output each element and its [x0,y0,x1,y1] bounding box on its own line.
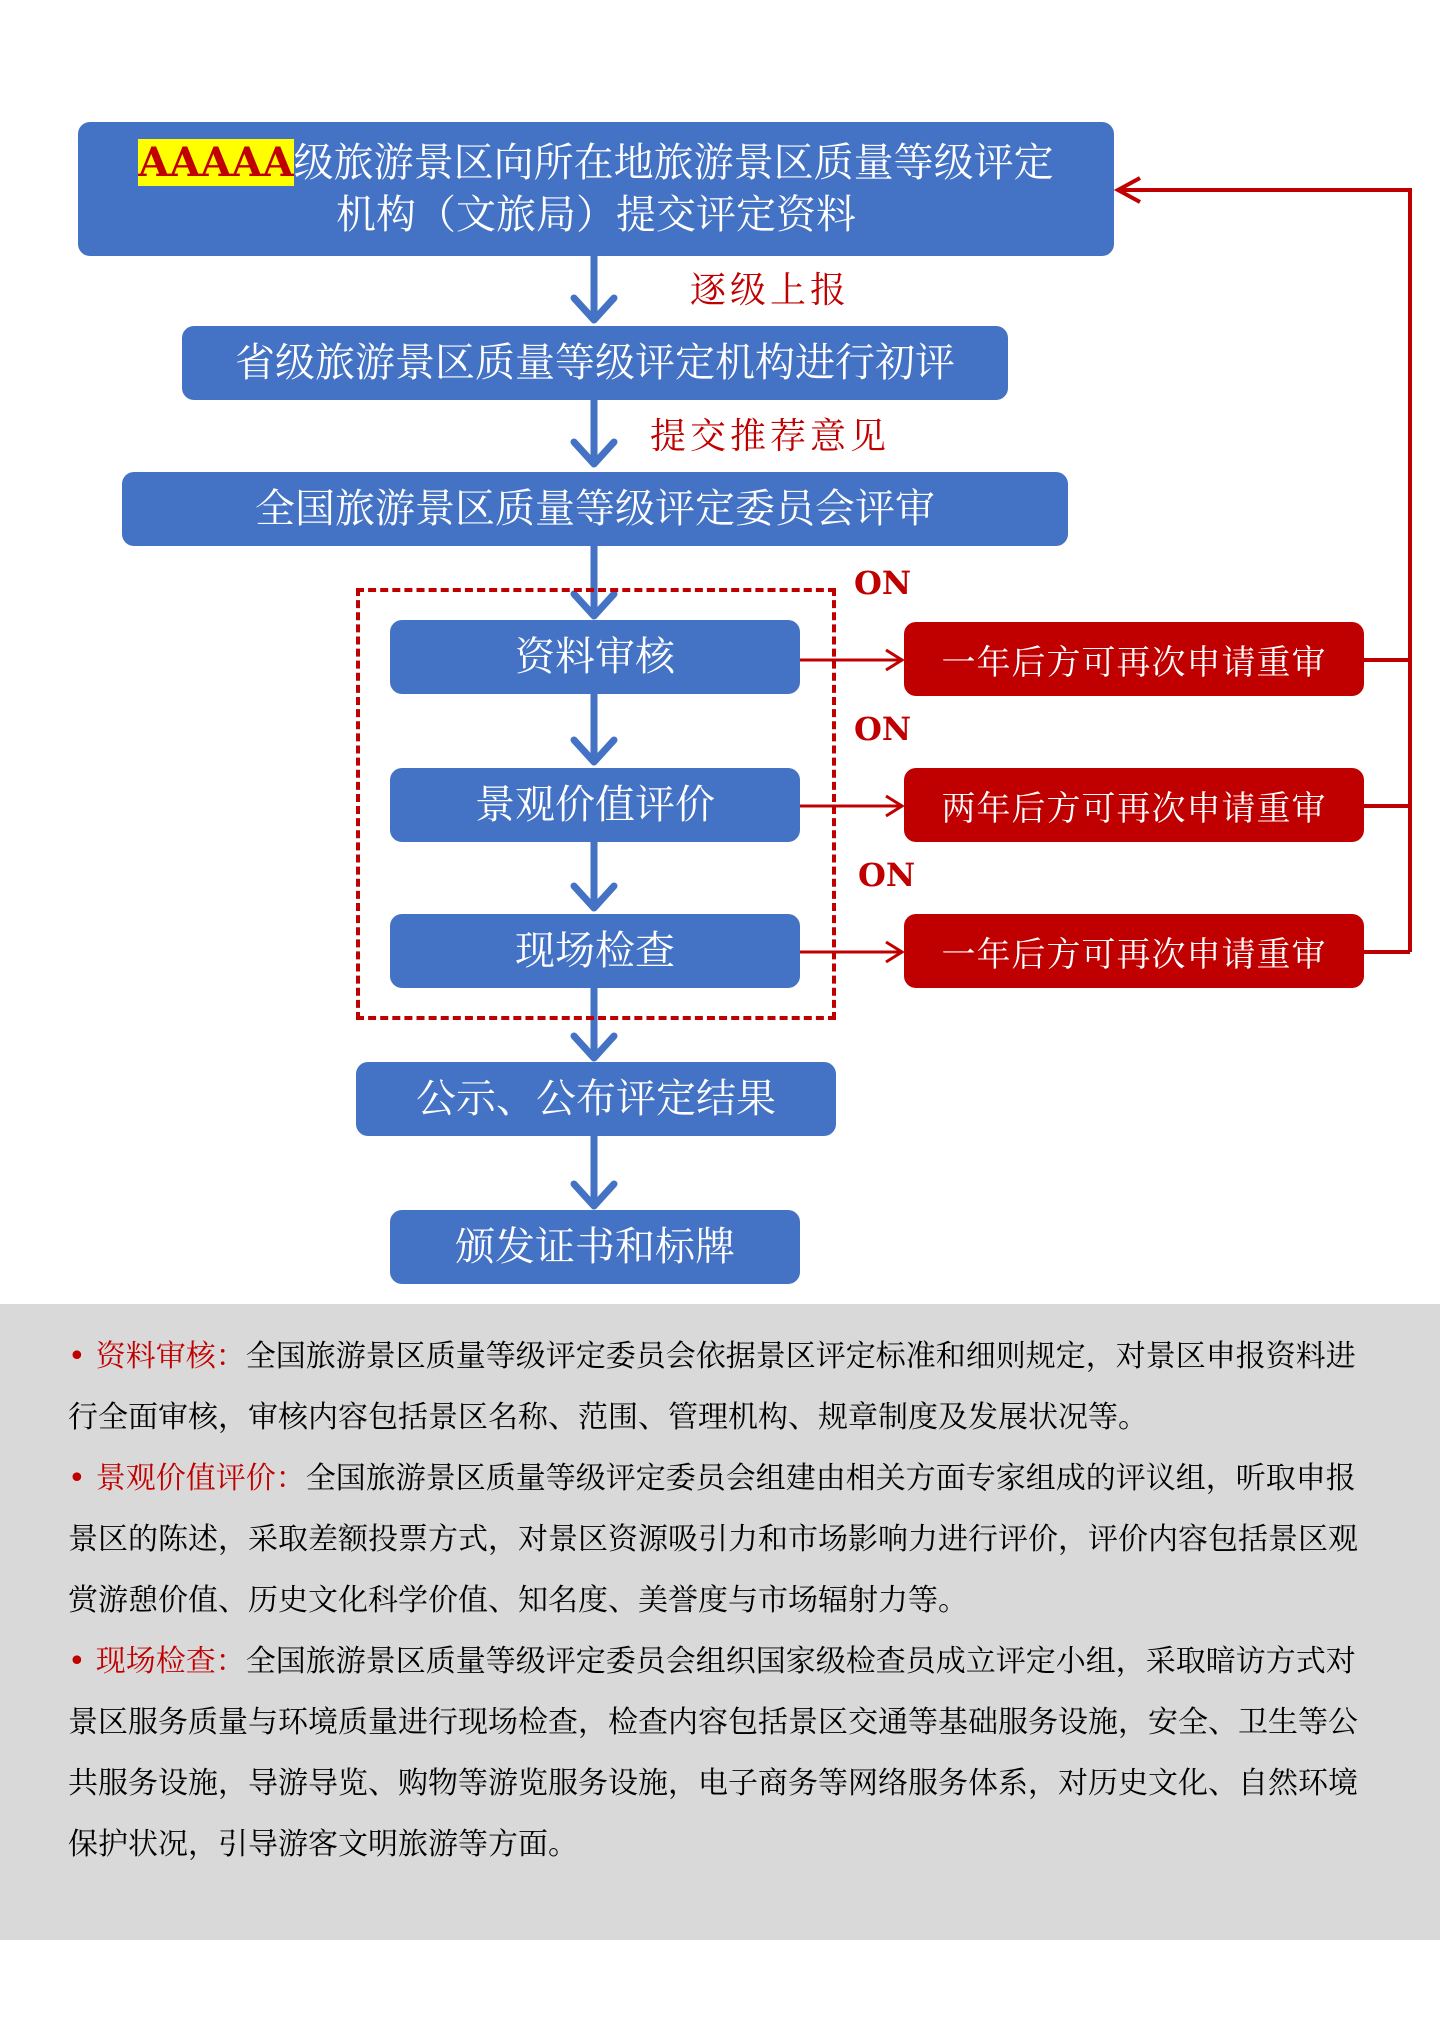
step-provincial-review: 省级旅游景区质量等级评定机构进行初评 [182,326,1008,400]
note-landscape-value [68,1448,1380,1631]
note-title: 景观价值评价： [95,1461,306,1496]
outcome-reapply-one-year-2: 一年后方可再次申请重审 [904,914,1364,988]
note-site-inspection [68,1631,1380,1875]
review-landscape-value: 景观价值评价 [390,768,800,842]
label-report-upward: 逐级上报 [690,270,851,311]
label-submit-recommendation: 提交推荐意见 [650,416,891,457]
on-label-2: ON [854,710,912,748]
note-title: 资料审核： [95,1339,246,1374]
step1-line1 [138,137,1053,189]
step-national-committee: 全国旅游景区质量等级评定委员会评审 [122,472,1068,546]
note-materials-review [68,1326,1380,1448]
outcome-reapply-two-years: 两年后方可再次申请重审 [904,768,1364,842]
step-submit-materials [78,122,1114,256]
note-title: 现场检查： [95,1644,246,1679]
step-publish-results: 公示、公布评定结果 [356,1062,836,1136]
review-site-inspection: 现场检查 [390,914,800,988]
notes-panel [0,1304,1440,1940]
bullet-icon: • [68,1644,86,1679]
note-text: 全国旅游景区质量等级评定委员会组建由相关方面专家组成的评议组，听取申报景区的陈述，采取差额投票方式，对景区资源吸引力和市场影响力进行评价，评价内容包括景区观赏游憩价值、历史文化科学价值、知名度、美誉度与市场辐射力等。 [68,1461,1358,1618]
on-label-3: ON [858,856,916,894]
step1-line1-text: 级旅游景区向所在地旅游景区质量等级评定 [293,140,1054,186]
step-issue-certificate: 颁发证书和标牌 [390,1210,800,1284]
note-text: 全国旅游景区质量等级评定委员会组织国家级检查员成立评定小组，采取暗访方式对景区服务质量与环境质量进行现场检查，检查内容包括景区交通等基础服务设施，安全、卫生等公共服务设施，导游导览、购物等游览服务设施，电子商务等网络服务体系，对历史文化、自然环境保护状况，引导游客文明旅游等方面。 [68,1644,1358,1862]
outcome-reapply-one-year-1: 一年后方可再次申请重审 [904,622,1364,696]
on-label-1: ON [854,564,912,602]
bullet-icon: • [68,1461,86,1496]
grade-highlight: AAAAA [138,139,294,186]
review-materials: 资料审核 [390,620,800,694]
step1-line2: 机构（文旅局）提交评定资料 [336,192,856,238]
bullet-icon: • [68,1339,86,1374]
note-text: 全国旅游景区质量等级评定委员会依据景区评定标准和细则规定，对景区申报资料进行全面审核，审核内容包括景区名称、范围、管理机构、规章制度及发展状况等。 [68,1339,1356,1435]
